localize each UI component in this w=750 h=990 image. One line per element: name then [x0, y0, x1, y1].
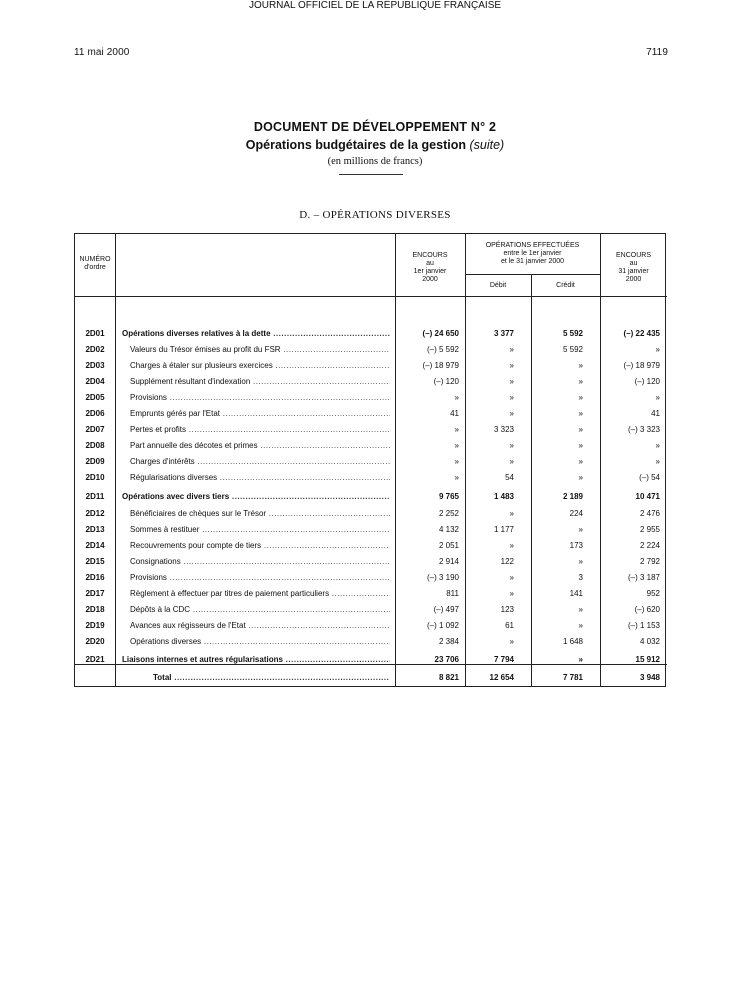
encours-end-value: (–) 22 435: [623, 329, 660, 338]
header-page-number: 7119: [646, 47, 668, 58]
row-label: Charges à étaler sur plusieurs exercices .....: [130, 358, 390, 373]
credit-value: »: [578, 557, 583, 566]
row-label: Supplément résultant d'indexation .....: [130, 374, 390, 389]
encours-start-value: (–) 24 650: [422, 329, 459, 338]
debit-value: 1 483: [493, 492, 514, 501]
document-title: DOCUMENT DE DÉVELOPPEMENT N° 2: [253, 120, 497, 134]
row-number: 2D08: [85, 441, 105, 450]
header-divider: [465, 274, 600, 275]
encours-end-value: 2 224: [639, 541, 660, 550]
row-label: Valeurs du Trésor émises au profit du FSR .....: [130, 342, 390, 357]
row-number: 2D03: [85, 361, 105, 370]
subtitle-suffix: (suite): [469, 138, 505, 152]
debit-value: »: [509, 409, 514, 418]
encours-end-value: »: [655, 457, 660, 466]
header-line: entre le 1er janvier: [503, 250, 562, 257]
row-label: Sommes à restituer .....: [130, 522, 390, 537]
units-note: (en millions de francs): [327, 156, 423, 167]
credit-value: »: [578, 621, 583, 630]
row-number: 2D10: [85, 473, 105, 482]
header-numero-label: NUMÉRO: [79, 256, 111, 263]
row-label: Part annuelle des décotes et primes .....: [130, 438, 390, 453]
table-row: [75, 342, 667, 357]
header-numero: [75, 256, 115, 272]
debit-value: »: [509, 541, 514, 550]
row-number: 2D05: [85, 393, 105, 402]
debit-value: 7 794: [493, 655, 514, 664]
row-label: Bénéficiaires de chèques sur le Trésor .....: [130, 506, 390, 521]
encours-start-value: (–) 5 592: [426, 345, 459, 354]
row-number: 2D02: [85, 345, 105, 354]
table-row: [75, 538, 667, 553]
encours-end-value: »: [655, 393, 660, 402]
table-row: [75, 489, 667, 504]
table-row: [75, 390, 667, 405]
table-row: [75, 406, 667, 421]
header-credit: Crédit: [556, 282, 575, 289]
header-line: 2000: [422, 276, 438, 283]
row-number: 2D18: [85, 605, 105, 614]
debit-value: »: [509, 509, 514, 518]
header-line: 2000: [625, 276, 642, 283]
debit-value: »: [509, 393, 514, 402]
credit-value: 2 189: [562, 492, 583, 501]
debit-value: »: [509, 457, 514, 466]
debit-value: »: [509, 345, 514, 354]
debit-value: »: [509, 573, 514, 582]
credit-value: »: [578, 525, 583, 534]
row-number: 2D07: [85, 425, 105, 434]
encours-start-value: (–) 3 190: [426, 573, 459, 582]
encours-end-value: (–) 18 979: [623, 361, 660, 370]
row-number: 2D21: [85, 655, 105, 664]
table-row: [75, 374, 667, 389]
header-line: et le 31 janvier 2000: [500, 258, 565, 265]
encours-end-value: (–) 1 153: [627, 621, 660, 630]
encours-start-value: (–) 18 979: [422, 361, 459, 370]
row-number: 2D19: [85, 621, 105, 630]
header-journal-title: JOURNAL OFFICIEL DE LA RÉPUBLIQUE FRANÇAISE: [248, 0, 502, 11]
encours-start-value: (–) 120: [433, 377, 459, 386]
encours-start-value: 2 384: [438, 637, 459, 646]
row-label: Recouvrements pour compte de tiers .....: [130, 538, 390, 553]
credit-value: 1 648: [562, 637, 583, 646]
row-label: Opérations diverses relatives à la dette .....: [122, 326, 390, 341]
encours-end-value: (–) 3 187: [627, 573, 660, 582]
document-subtitle: [0, 138, 750, 152]
debit-value: »: [509, 441, 514, 450]
debit-value: »: [509, 637, 514, 646]
section-title: D. – OPÉRATIONS DIVERSES: [299, 209, 451, 221]
encours-start-value: »: [454, 393, 459, 402]
table-row: [75, 506, 667, 521]
credit-value: »: [578, 425, 583, 434]
row-number: 2D04: [85, 377, 105, 386]
table-row: [75, 618, 667, 633]
encours-start-value: (–) 1 092: [426, 621, 459, 630]
encours-end-value: 4 032: [639, 637, 660, 646]
credit-value: »: [578, 361, 583, 370]
credit-value: 173: [569, 541, 583, 550]
row-number: 2D15: [85, 557, 105, 566]
credit-value: »: [578, 377, 583, 386]
header-line: ENCOURS: [615, 252, 651, 259]
row-label: Liaisons internes et autres régularisations .....: [122, 652, 390, 667]
row-number: 2D12: [85, 509, 105, 518]
encours-start-value: »: [454, 441, 459, 450]
credit-value: »: [578, 655, 583, 664]
table-row: [75, 358, 667, 373]
credit-value: »: [578, 441, 583, 450]
table-row: [75, 554, 667, 569]
row-number: 2D20: [85, 637, 105, 646]
header-date: 11 mai 2000: [74, 47, 130, 58]
operations-table: [74, 233, 666, 687]
table-row: [75, 438, 667, 453]
credit-value: »: [578, 393, 583, 402]
debit-value: »: [509, 589, 514, 598]
encours-start-value: 23 706: [434, 655, 459, 664]
header-encours-start: [395, 252, 465, 284]
encours-end-value: 2 792: [639, 557, 660, 566]
encours-end-value: (–) 120: [634, 377, 660, 386]
encours-start-value: »: [454, 473, 459, 482]
table-row: [75, 586, 667, 601]
row-label: Consignations .....: [130, 554, 390, 569]
debit-value: 61: [505, 621, 514, 630]
header-encours-end: [600, 252, 667, 284]
encours-end-value: 2 955: [639, 525, 660, 534]
encours-end-value: »: [655, 345, 660, 354]
table-row: [75, 326, 667, 341]
row-number: 2D01: [85, 329, 105, 338]
row-number: 2D14: [85, 541, 105, 550]
credit-value: 5 592: [562, 345, 583, 354]
header-operations: [465, 242, 600, 266]
encours-start-value: »: [454, 425, 459, 434]
total-debit: 12 654: [489, 673, 514, 682]
credit-value: »: [578, 409, 583, 418]
credit-value: »: [578, 605, 583, 614]
header-ordre-label: d'ordre: [84, 264, 106, 271]
total-row: [75, 670, 667, 685]
encours-start-value: 2 051: [438, 541, 459, 550]
row-number: 2D11: [85, 492, 105, 501]
encours-start-value: 41: [450, 409, 459, 418]
encours-end-value: 15 912: [635, 655, 660, 664]
row-number: 2D17: [85, 589, 105, 598]
table-row: [75, 454, 667, 469]
row-label: Charges d'intérêts .....: [130, 454, 390, 469]
encours-start-value: 811: [446, 589, 459, 598]
header-line: ENCOURS: [412, 252, 448, 259]
header-bottom-line: [75, 296, 667, 297]
debit-value: 3 377: [493, 329, 514, 338]
row-label: Pertes et profits .....: [130, 422, 390, 437]
title-divider: [339, 174, 403, 175]
encours-start-value: (–) 497: [433, 605, 459, 614]
encours-start-value: 4 132: [438, 525, 459, 534]
encours-start-value: »: [454, 457, 459, 466]
encours-end-value: 952: [646, 589, 660, 598]
table-row: [75, 470, 667, 485]
encours-end-value: 2 476: [639, 509, 660, 518]
debit-value: 123: [500, 605, 514, 614]
encours-end-value: 10 471: [635, 492, 660, 501]
credit-value: »: [578, 473, 583, 482]
row-label: Emprunts gérés par l'Etat .....: [130, 406, 390, 421]
debit-value: 3 323: [493, 425, 514, 434]
table-row: [75, 570, 667, 585]
encours-end-value: (–) 54: [639, 473, 660, 482]
row-label: Opérations diverses .....: [130, 634, 390, 649]
encours-end-value: 41: [651, 409, 660, 418]
row-number: 2D13: [85, 525, 105, 534]
credit-value: 224: [569, 509, 583, 518]
table-row: [75, 652, 667, 667]
debit-value: 122: [500, 557, 514, 566]
total-credit: 7 781: [562, 673, 583, 682]
debit-value: »: [509, 361, 514, 370]
table-row: [75, 634, 667, 649]
total-encours-start: 8 821: [438, 673, 459, 682]
total-encours-end: 3 948: [639, 673, 660, 682]
header-line: 1er janvier: [413, 268, 447, 275]
row-number: 2D09: [85, 457, 105, 466]
subtitle-text: Opérations budgétaires de la gestion: [245, 138, 466, 152]
table-row: [75, 422, 667, 437]
encours-end-value: (–) 3 323: [627, 425, 660, 434]
row-label: Règlement à effectuer par titres de paiement particuliers .....: [130, 586, 390, 601]
row-label: Dépôts à la CDC .....: [130, 602, 390, 617]
total-label: Total .....: [153, 670, 389, 685]
row-label: Avances aux régisseurs de l'Etat .....: [130, 618, 390, 633]
table-row: [75, 602, 667, 617]
header-line: au: [629, 260, 638, 267]
debit-value: »: [509, 377, 514, 386]
encours-end-value: »: [655, 441, 660, 450]
header-line: OPÉRATIONS EFFECTUÉES: [485, 242, 580, 249]
credit-value: 3: [578, 573, 583, 582]
debit-value: 1 177: [493, 525, 514, 534]
header-line: au: [426, 260, 434, 267]
debit-value: 54: [505, 473, 514, 482]
row-label: Provisions .....: [130, 390, 390, 405]
credit-value: 5 592: [562, 329, 583, 338]
header-debit: Débit: [489, 282, 507, 289]
header-line: 31 janvier: [618, 268, 649, 275]
row-label: Opérations avec divers tiers .....: [122, 489, 390, 504]
credit-value: »: [578, 457, 583, 466]
row-label: Provisions .....: [130, 570, 390, 585]
encours-end-value: (–) 620: [634, 605, 660, 614]
row-number: 2D16: [85, 573, 105, 582]
credit-value: 141: [569, 589, 583, 598]
row-label: Régularisations diverses .....: [130, 470, 390, 485]
encours-start-value: 2 914: [438, 557, 459, 566]
row-number: 2D06: [85, 409, 105, 418]
encours-start-value: 9 765: [438, 492, 459, 501]
encours-start-value: 2 252: [438, 509, 459, 518]
table-row: [75, 522, 667, 537]
